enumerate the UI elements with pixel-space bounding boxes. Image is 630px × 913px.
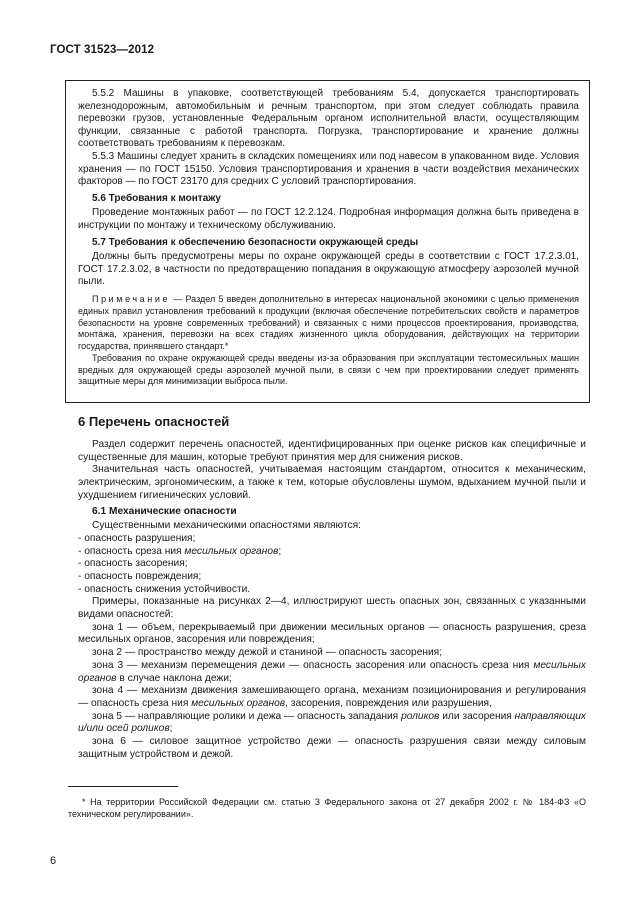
section-6-intro-2: Значительная часть опасностей, учитываемая настоящим стандартом, относится к механическим, электрическим, эргономическим, а также к тем, которые обусловлены шумом, вдыханием мучной пыли и ухудшением гигиенических условий. [78, 464, 586, 501]
hazards-lead: Существенными механическими опасностями являются: [92, 520, 361, 532]
examples-paragraph: Примеры, показанные на рисунках 2—4, иллюстрируют шесть опасных зон, связанных с указанными видами опасностей: [78, 596, 586, 621]
note-paragraph [78, 294, 579, 353]
zone-1: зона 1 — объем, перекрываемый при движении месильных органов — опасность разрушения, среза месильных органов, засорения или повреждения; [78, 621, 586, 646]
zone-2: зона 2 — пространство между дежой и станиной — опасность засорения; [92, 647, 443, 659]
zone-3: зона 3 — механизм перемещения дежи — опасность засорения или опасность среза ния месильных органов в случае наклона дежи; [78, 659, 586, 684]
subsection-heading-6-1: 6.1 Механические опасности [92, 505, 237, 517]
section-6-title: 6 Перечень опасностей [78, 414, 230, 429]
note-text: — Раздел 5 введен дополнительно в интересах национальной экономики с целью применения единых правил установления требований к продукции (включая обеспечение потребительских свойств и параметров безопасности на уровне современных требований) и связанных с ними процессов проектирования, производства, монтажа, хранения, перевозки на всех стадиях жизненного цикла оборудования, действующих на территории государства, принявшего стандарт.* [78, 293, 579, 352]
zone-6: зона 6 — силовое защитное устройство дежи — опасность разрушения связи между силовым защитным устройством и дежой. [78, 736, 586, 760]
note-label: Примечание [92, 293, 171, 304]
zone-4: зона 4 — механизм движения замешивающего органа, механизм позиционирования и регулирования — опасность среза ния месильных органов, засорения, повреждения или разрушения, [78, 685, 586, 709]
zone-5: зона 5 — направляющие ролики и дежа — опасность западания роликов или засорения направляющих и/или осей роликов; [78, 710, 586, 735]
list-item: - опасность повреждения; [78, 570, 202, 582]
note-paragraph-2: Требования по охране окружающей среды введены из-за образования при эксплуатации тестомесильных машин вредных для окружающей среды аэрозолей мучной пыли, в связи с чем при проектировании следует применять защитные меры для минимизации выброса пыли. [78, 352, 579, 387]
page-number: 6 [50, 855, 57, 867]
footnote: * На территории Российской Федерации см. статью 3 Федерального закона от 27 декабря 2002 г. № 184-ФЗ «О техническом регулировании». [68, 797, 586, 820]
paragraph-5-7: Должны быть предусмотрены меры по охране окружающей среды в соответствии с ГОСТ 17.2.3.01, ГОСТ 17.2.3.02, в частности по предотвращению попадания в окружающую атмосферу аэрозолей мучной пыли. [78, 251, 579, 288]
section-6 [78, 414, 586, 761]
document-header: ГОСТ 31523—2012 [50, 44, 155, 56]
section-6-intro-1: Раздел содержит перечень опасностей, идентифицированных при оценке рисков как специфичные и существенные для машин, которые требуют принятия мер для снижения рисков. [78, 439, 586, 463]
boxed-section [65, 80, 590, 403]
list-item: - опасность засорения; [78, 558, 188, 570]
subsection-heading-5-7: 5.7 Требования к обеспечению безопасности окружающей среды [92, 236, 419, 248]
list-item: - опасность среза ния месильных органов; [78, 545, 282, 557]
footnote-divider [68, 786, 178, 787]
paragraph-5-5-3: 5.5.3 Машины следует хранить в складских помещениях или под навесом в упакованном виде. Условия хранения — по ГОСТ 15150. Условия транспортирования и хранения в части воздействия механических факторов — по ГОСТ 23170 для средних С условий транспортирования. [78, 150, 579, 188]
list-item: - опасность разрушения; [78, 532, 196, 544]
list-item: - опасность снижения устойчивости. [78, 583, 251, 595]
subsection-heading-5-6: 5.6 Требования к монтажу [92, 192, 221, 204]
paragraph-5-6: Проведение монтажных работ — по ГОСТ 12.2.124. Подробная информация должна быть приведена в инструкции по монтажу и техническому обслуживанию. [78, 207, 579, 231]
paragraph-5-5-2: 5.5.2 Машины в упаковке, соответствующей требованиям 5.4, допускается транспортировать железнодорожным, автомобильным и речным транспортом, при этом следует соблюдать правила перевозки грузов, установленные Федеральным органом исполнительной власти, осуществляющим функции, связанные с работой транспорта. Погрузка, транспортирование и хранение должны соответствовать требованиям к перевозкам. [78, 88, 579, 150]
